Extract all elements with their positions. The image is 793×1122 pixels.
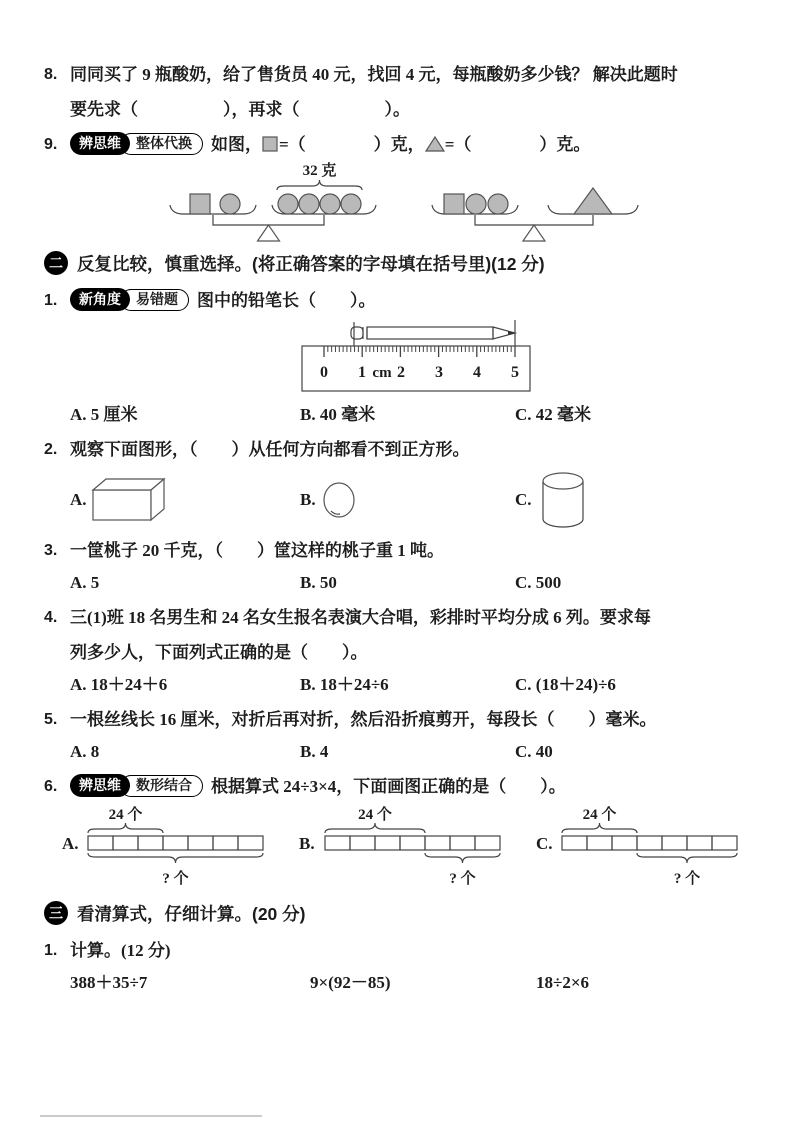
badge-xin-jiao-du: 新角度 [70,288,130,311]
section-2-title: 反复比较，慎重选择。(将正确答案的字母填在括号里)(12 分) [77,253,545,274]
option-a-cuboid [70,474,300,526]
bracket-over-circles [277,180,362,190]
option-a-label: A. [70,490,87,509]
question-8-line2: 要先求（ ），再求（ ）。 [70,100,410,119]
question-1-badges [70,288,189,311]
section-3-title: 看清算式，仔细计算。(20 分) [77,903,306,924]
option-b-label: B. [300,490,316,509]
fulcrum [523,225,545,241]
sphere-icon [319,477,361,523]
inline-triangle-icon [425,136,445,152]
question-9-seg1: =（ ）克， [279,135,425,154]
svg-text:? 个: ? 个 [449,871,476,887]
svg-text:? 个: ? 个 [162,871,189,887]
question-5-options [44,737,757,767]
ruler-label-4: 4 [473,364,481,381]
question-1-options [44,400,757,430]
circle-weight-icon [488,194,508,214]
ruler-pencil-figure [294,318,757,398]
section-3-marker: 三 [44,901,68,925]
section-2-marker: 二 [44,251,68,275]
question-2-shape-options [44,469,757,531]
question-1 [44,283,757,318]
expression-3: 18÷2×6 [536,973,590,992]
badge-bian-si-wei: 辨思维 [70,132,130,155]
pencil-body [367,327,493,339]
calc-expressions [44,968,757,998]
option-a: A. 5 [70,573,100,592]
option-b: B. 50 [300,573,337,592]
calc-number: 1. [44,942,58,959]
balance-scale-2 [428,162,643,244]
svg-text:24 个: 24 个 [108,807,143,823]
option-c-cylinder [515,470,757,530]
svg-text:24 个: 24 个 [358,807,392,823]
question-9 [44,127,757,162]
option-b: B. 4 [300,742,329,761]
option-a: A. 8 [70,742,100,761]
question-6-number: 6. [44,778,58,795]
badge-yi-cuo-ti: 易错题 [120,289,189,311]
balance-scales-figure [44,162,757,242]
svg-text:24 个: 24 个 [582,807,617,823]
option-b-sphere [300,477,515,523]
badge-zheng-ti-dai-huan: 整体代换 [120,133,203,155]
fulcrum [258,225,280,241]
question-5-text: 一根丝线长 16 厘米，对折后再对折，然后沿折痕剪开，每段长（ ）毫米。 [70,710,657,729]
question-3-options [44,568,757,598]
question-1-number: 1. [44,292,58,309]
ruler-label-5: 5 [511,364,519,381]
calc-subtitle [44,933,757,968]
question-8 [44,57,757,127]
tape-diagram-b [299,804,536,892]
option-c-label: C. [515,490,532,509]
tape-diagram-c [536,804,773,892]
ruler-label-0: 0 [320,364,328,381]
option-c: C. 42 毫米 [515,405,592,424]
question-4 [44,600,757,670]
cylinder-icon [535,470,593,530]
balance-scale-1 [166,162,381,244]
question-4-number: 4. [44,609,58,626]
question-4-line2: 列多少人，下面列式正确的是（ ）。 [70,643,368,662]
option-a: A. 5 厘米 [70,405,138,424]
section-3-header [44,899,757,927]
badge-shu-xing-jie-he: 数形结合 [120,775,203,797]
option-c: C. 500 [515,573,562,592]
option-c: C. 40 [515,742,553,761]
question-2-number: 2. [44,441,58,458]
question-9-badges [70,132,203,155]
ruler-label-2: 2 [397,364,405,381]
question-9-number: 9. [44,136,58,153]
ruler-ticks [324,346,515,357]
svg-text:B.: B. [299,834,315,853]
question-1-text: 图中的铅笔长（ ）。 [197,291,376,310]
tape-diagram-a [62,804,299,892]
ruler-body [302,346,530,391]
ruler-numbers [320,364,519,381]
beam [213,215,324,225]
question-4-options [44,670,757,700]
question-3-number: 3. [44,542,58,559]
question-2 [44,432,757,467]
question-4-line1: 三(1)班 18 名男生和 24 名女生报名表演大合唱，彩排时平均分成 6 列。要求每 [70,608,651,627]
circle-weight-icon [466,194,486,214]
square-weight-icon [444,194,464,214]
question-5 [44,702,757,737]
triangle-weight-icon [574,188,612,214]
bracket-label: 32 克 [302,163,337,179]
question-6-diagrams [44,804,757,892]
svg-text:? 个: ? 个 [673,871,701,887]
beam [475,215,593,225]
expression-2: 9×(92－85) [310,973,391,992]
option-a: A. 18＋24＋6 [70,675,168,694]
question-8-line1: 同同买了 9 瓶酸奶，给了售货员 40 元，找回 4 元，每瓶酸奶多少钱？ 解决此题时 [70,65,678,84]
question-9-seg2: =（ ）克。 [444,135,591,154]
ruler-label-3: 3 [435,364,443,381]
question-6-badges [70,774,203,797]
ruler-unit: cm [372,365,392,381]
question-3 [44,533,757,568]
svg-text:C.: C. [536,834,553,853]
circle-weight-icon [220,194,240,214]
square-weight-icon [190,194,210,214]
ruler-svg [294,318,539,398]
left-pan [170,205,256,214]
question-3-text: 一筐桃子 20 千克，（ ）筐这样的桃子重 1 吨。 [70,541,444,560]
option-b: B. 40 毫米 [300,405,376,424]
badge-bian-si-wei: 辨思维 [70,774,130,797]
expression-1: 388＋35÷7 [70,973,148,992]
question-6 [44,769,757,804]
ruler-label-1: 1 [358,364,366,381]
four-circle-weights [278,194,361,214]
option-b: B. 18＋24÷6 [300,675,389,694]
question-6-text: 根据算式 24÷3×4，下面画图正确的是（ ）。 [211,777,566,796]
cuboid-icon [90,474,176,526]
pencil [351,320,515,346]
svg-text:A.: A. [62,834,79,853]
question-5-number: 5. [44,711,58,728]
inline-square-icon [262,136,279,152]
question-8-number: 8. [44,66,58,83]
pencil-eraser [351,327,363,339]
section-2-header [44,249,757,277]
question-2-text: 观察下面图形，（ ）从任何方向都看不到正方形。 [70,440,470,459]
question-9-lead: 如图， [211,135,262,154]
calc-title: 计算。(12 分) [70,941,171,960]
option-c: C. (18＋24)÷6 [515,675,616,694]
page-bottom-divider [40,1115,262,1117]
